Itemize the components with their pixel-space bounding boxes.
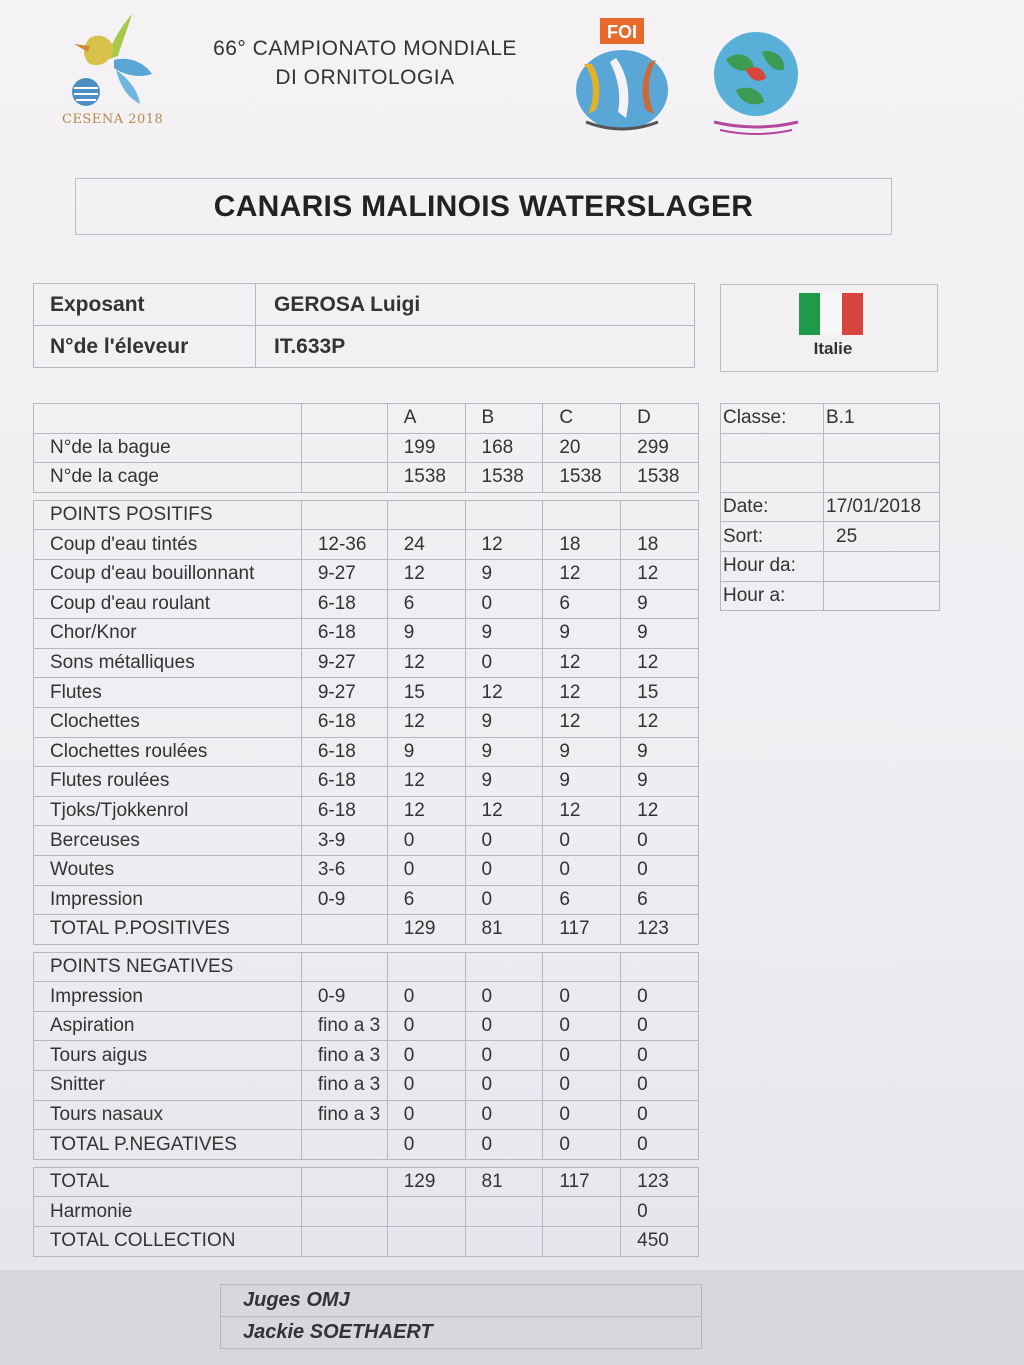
row-range: 6-18 bbox=[301, 796, 387, 826]
hour-a-row bbox=[721, 581, 940, 611]
row-value: 12 bbox=[621, 559, 699, 589]
blank-row bbox=[721, 463, 940, 493]
sort-row bbox=[721, 522, 940, 552]
column-header: A bbox=[387, 404, 465, 434]
blank-cell bbox=[543, 1197, 621, 1227]
svg-text:FOI: FOI bbox=[607, 22, 637, 42]
row-label: Coup d'eau tintés bbox=[34, 530, 302, 560]
row-value: 0 bbox=[621, 1071, 699, 1101]
hour-a-value bbox=[824, 581, 940, 611]
blank-cell bbox=[465, 1197, 543, 1227]
column-header: D bbox=[621, 404, 699, 434]
row-label: Flutes bbox=[34, 678, 302, 708]
classe-row bbox=[721, 404, 940, 434]
row-value: 12 bbox=[465, 678, 543, 708]
row-value: 12 bbox=[543, 648, 621, 678]
exposant-label: Exposant bbox=[34, 284, 256, 326]
championship-title bbox=[180, 34, 550, 92]
row-value: 15 bbox=[387, 678, 465, 708]
row-value: 9 bbox=[387, 737, 465, 767]
row-range: 6-18 bbox=[301, 589, 387, 619]
row-label: Impression bbox=[34, 885, 302, 915]
row-range: 6-18 bbox=[301, 707, 387, 737]
row-value: 299 bbox=[621, 433, 699, 463]
positive-criterion-row bbox=[34, 678, 699, 708]
column-header: C bbox=[543, 404, 621, 434]
row-value: 0 bbox=[621, 1130, 699, 1160]
row-value: 9 bbox=[465, 737, 543, 767]
row-value: 12 bbox=[387, 559, 465, 589]
positive-total-row bbox=[34, 915, 699, 945]
row-value: 1538 bbox=[621, 463, 699, 493]
row-value: 0 bbox=[621, 855, 699, 885]
eleveur-value: IT.633P bbox=[256, 326, 695, 368]
row-value: 0 bbox=[465, 855, 543, 885]
negative-heading-row bbox=[34, 952, 699, 982]
positive-criterion-row bbox=[34, 737, 699, 767]
row-range bbox=[301, 463, 387, 493]
row-value: 12 bbox=[465, 530, 543, 560]
row-value: 15 bbox=[621, 678, 699, 708]
eleveur-row bbox=[34, 326, 695, 368]
row-value: 9 bbox=[621, 589, 699, 619]
foi-emblem-icon bbox=[566, 14, 678, 134]
row-range: 0-9 bbox=[301, 982, 387, 1012]
row-range: 6-18 bbox=[301, 619, 387, 649]
row-value: 6 bbox=[621, 885, 699, 915]
title-line-1: 66° CAMPIONATO MONDIALE bbox=[213, 37, 517, 60]
total-collection-row bbox=[34, 1227, 699, 1257]
blank-cell bbox=[301, 1197, 387, 1227]
row-value: 123 bbox=[621, 1167, 699, 1197]
blank-cell bbox=[465, 1227, 543, 1257]
judge-name: Jackie SOETHAERT bbox=[221, 1317, 702, 1349]
negative-criterion-row bbox=[34, 982, 699, 1012]
row-range bbox=[301, 500, 387, 530]
row-value: 0 bbox=[543, 1100, 621, 1130]
classe-value: B.1 bbox=[824, 404, 940, 434]
row-value: 0 bbox=[621, 1041, 699, 1071]
row-value: 0 bbox=[465, 648, 543, 678]
row-value: 0 bbox=[621, 1100, 699, 1130]
row-range bbox=[301, 1130, 387, 1160]
row-value: 0 bbox=[543, 1011, 621, 1041]
row-value: 81 bbox=[465, 915, 543, 945]
session-info-table bbox=[720, 403, 940, 611]
section-gap bbox=[34, 944, 699, 952]
bague-row bbox=[34, 433, 699, 463]
row-label: Clochettes bbox=[34, 707, 302, 737]
positive-heading-row bbox=[34, 500, 699, 530]
row-value: 129 bbox=[387, 915, 465, 945]
row-label: Tours aigus bbox=[34, 1041, 302, 1071]
row-value: 6 bbox=[543, 589, 621, 619]
country-name: Italie bbox=[813, 339, 853, 358]
date-row bbox=[721, 492, 940, 522]
row-value: 12 bbox=[543, 559, 621, 589]
row-value: 9 bbox=[621, 767, 699, 797]
row-label: Woutes bbox=[34, 855, 302, 885]
row-value: 12 bbox=[621, 707, 699, 737]
row-value bbox=[621, 952, 699, 982]
row-value: 0 bbox=[465, 1071, 543, 1101]
row-value: 20 bbox=[543, 433, 621, 463]
country-box bbox=[720, 284, 938, 372]
negative-total-row bbox=[34, 1130, 699, 1160]
row-value: 9 bbox=[621, 737, 699, 767]
row-label: POINTS NEGATIVES bbox=[34, 952, 302, 982]
row-value: 12 bbox=[465, 796, 543, 826]
row-value: 9 bbox=[621, 619, 699, 649]
row-range: fino a 3 bbox=[301, 1071, 387, 1101]
row-value: 12 bbox=[387, 707, 465, 737]
row-value: 0 bbox=[387, 1130, 465, 1160]
row-value: 81 bbox=[465, 1167, 543, 1197]
negative-criterion-row bbox=[34, 1071, 699, 1101]
row-value: 0 bbox=[465, 885, 543, 915]
positive-criterion-row bbox=[34, 648, 699, 678]
row-label: Tours nasaux bbox=[34, 1100, 302, 1130]
row-value: 9 bbox=[465, 619, 543, 649]
row-value: 129 bbox=[387, 1167, 465, 1197]
row-label: Clochettes roulées bbox=[34, 737, 302, 767]
row-range: fino a 3 bbox=[301, 1011, 387, 1041]
logo-caption: CESENA 2018 bbox=[62, 112, 164, 127]
hour-a-label: Hour a: bbox=[721, 581, 824, 611]
total-collection-value: 450 bbox=[621, 1227, 699, 1257]
row-value: 0 bbox=[465, 826, 543, 856]
positive-criterion-row bbox=[34, 767, 699, 797]
row-value: 0 bbox=[543, 1071, 621, 1101]
harmonie-row bbox=[34, 1197, 699, 1227]
row-value: 0 bbox=[387, 1011, 465, 1041]
row-value: 0 bbox=[543, 855, 621, 885]
row-value: 0 bbox=[543, 1130, 621, 1160]
row-value bbox=[543, 952, 621, 982]
row-value: 9 bbox=[543, 619, 621, 649]
row-value: 0 bbox=[465, 1130, 543, 1160]
row-value: 0 bbox=[543, 982, 621, 1012]
title-line-2: DI ORNITOLOGIA bbox=[275, 66, 455, 89]
exposant-value: GEROSA Luigi bbox=[256, 284, 695, 326]
positive-criterion-row bbox=[34, 885, 699, 915]
row-value: 168 bbox=[465, 433, 543, 463]
row-value: 1538 bbox=[465, 463, 543, 493]
negative-criterion-row bbox=[34, 1011, 699, 1041]
row-label: N°de la bague bbox=[34, 433, 302, 463]
row-value: 9 bbox=[465, 767, 543, 797]
row-label: Sons métalliques bbox=[34, 648, 302, 678]
row-value: 0 bbox=[465, 1041, 543, 1071]
positive-criterion-row bbox=[34, 707, 699, 737]
row-value: 1538 bbox=[543, 463, 621, 493]
row-value: 0 bbox=[465, 982, 543, 1012]
exhibitor-table bbox=[33, 283, 695, 368]
row-value: 0 bbox=[465, 1100, 543, 1130]
row-range: fino a 3 bbox=[301, 1041, 387, 1071]
row-value: 0 bbox=[387, 855, 465, 885]
positive-criterion-row bbox=[34, 589, 699, 619]
row-range bbox=[301, 915, 387, 945]
positive-criterion-row bbox=[34, 855, 699, 885]
row-range: 0-9 bbox=[301, 885, 387, 915]
row-label: Snitter bbox=[34, 1071, 302, 1101]
positive-criterion-row bbox=[34, 619, 699, 649]
row-value: 12 bbox=[387, 796, 465, 826]
blank-cell bbox=[387, 1197, 465, 1227]
column-header: B bbox=[465, 404, 543, 434]
row-value bbox=[387, 500, 465, 530]
bird-logo-icon bbox=[60, 8, 160, 112]
row-value: 1538 bbox=[387, 463, 465, 493]
cage-row bbox=[34, 463, 699, 493]
row-label: TOTAL bbox=[34, 1167, 302, 1197]
row-label: Impression bbox=[34, 982, 302, 1012]
negative-criterion-row bbox=[34, 1100, 699, 1130]
blank-cell bbox=[301, 1227, 387, 1257]
section-gap bbox=[34, 492, 699, 500]
row-label: N°de la cage bbox=[34, 463, 302, 493]
negative-criterion-row bbox=[34, 1041, 699, 1071]
date-value: 17/01/2018 bbox=[824, 492, 940, 522]
row-range bbox=[301, 1167, 387, 1197]
row-label: Flutes roulées bbox=[34, 767, 302, 797]
row-value: 6 bbox=[543, 885, 621, 915]
scoring-table bbox=[33, 403, 699, 1257]
row-value bbox=[621, 500, 699, 530]
row-range: 12-36 bbox=[301, 530, 387, 560]
row-value: 0 bbox=[387, 1100, 465, 1130]
judges-table bbox=[220, 1284, 702, 1349]
judges-label-row bbox=[221, 1285, 702, 1317]
row-value: 123 bbox=[621, 915, 699, 945]
row-value: 0 bbox=[387, 1041, 465, 1071]
row-range: 6-18 bbox=[301, 737, 387, 767]
harmonie-label: Harmonie bbox=[34, 1197, 302, 1227]
row-value: 12 bbox=[543, 678, 621, 708]
row-range: 9-27 bbox=[301, 678, 387, 708]
row-value: 24 bbox=[387, 530, 465, 560]
hour-da-value bbox=[824, 551, 940, 581]
judge-name-row bbox=[221, 1317, 702, 1349]
row-value: 12 bbox=[621, 648, 699, 678]
row-value: 6 bbox=[387, 885, 465, 915]
row-label: POINTS POSITIFS bbox=[34, 500, 302, 530]
row-value: 0 bbox=[621, 1011, 699, 1041]
blank-cell bbox=[543, 1227, 621, 1257]
row-value: 12 bbox=[543, 796, 621, 826]
row-value: 0 bbox=[465, 1011, 543, 1041]
row-range: 6-18 bbox=[301, 767, 387, 797]
row-range bbox=[301, 952, 387, 982]
hour-da-label: Hour da: bbox=[721, 551, 824, 581]
positive-criterion-row bbox=[34, 796, 699, 826]
globe-comonornithologique-icon bbox=[706, 30, 808, 136]
row-value: 12 bbox=[543, 707, 621, 737]
row-label: Tjoks/Tjokkenrol bbox=[34, 796, 302, 826]
harmonie-value: 0 bbox=[621, 1197, 699, 1227]
row-value: 199 bbox=[387, 433, 465, 463]
row-label: Coup d'eau roulant bbox=[34, 589, 302, 619]
row-value: 18 bbox=[543, 530, 621, 560]
blank-row bbox=[721, 433, 940, 463]
row-value bbox=[387, 952, 465, 982]
row-value: 0 bbox=[387, 826, 465, 856]
positive-criterion-row bbox=[34, 826, 699, 856]
row-range: 9-27 bbox=[301, 559, 387, 589]
breed-title: CANARIS MALINOIS WATERSLAGER bbox=[75, 178, 892, 235]
row-value: 117 bbox=[543, 1167, 621, 1197]
row-label: TOTAL P.NEGATIVES bbox=[34, 1130, 302, 1160]
row-value: 9 bbox=[543, 737, 621, 767]
column-header-row bbox=[34, 404, 699, 434]
date-label: Date: bbox=[721, 492, 824, 522]
row-value: 0 bbox=[465, 589, 543, 619]
total-row bbox=[34, 1167, 699, 1197]
positive-criterion-row bbox=[34, 559, 699, 589]
row-range: 3-9 bbox=[301, 826, 387, 856]
blank-cell bbox=[34, 404, 302, 434]
row-range bbox=[301, 433, 387, 463]
sort-label: Sort: bbox=[721, 522, 824, 552]
row-value: 117 bbox=[543, 915, 621, 945]
row-value bbox=[543, 500, 621, 530]
total-collection-label: TOTAL COLLECTION bbox=[34, 1227, 302, 1257]
row-label: Chor/Knor bbox=[34, 619, 302, 649]
blank-cell bbox=[387, 1227, 465, 1257]
row-value: 0 bbox=[543, 1041, 621, 1071]
row-value: 9 bbox=[465, 559, 543, 589]
row-label: Aspiration bbox=[34, 1011, 302, 1041]
row-value: 0 bbox=[387, 1071, 465, 1101]
row-value: 12 bbox=[387, 767, 465, 797]
row-range: 3-6 bbox=[301, 855, 387, 885]
section-gap bbox=[34, 1159, 699, 1167]
row-value: 0 bbox=[621, 826, 699, 856]
row-value bbox=[465, 952, 543, 982]
hour-da-row bbox=[721, 551, 940, 581]
judges-label: Juges OMJ bbox=[221, 1285, 702, 1317]
row-value: 18 bbox=[621, 530, 699, 560]
row-value bbox=[465, 500, 543, 530]
classe-label: Classe: bbox=[721, 404, 824, 434]
row-value: 9 bbox=[465, 707, 543, 737]
positive-criterion-row bbox=[34, 530, 699, 560]
row-value: 9 bbox=[543, 767, 621, 797]
blank-cell bbox=[301, 404, 387, 434]
eleveur-label: N°de l'éleveur bbox=[34, 326, 256, 368]
row-value: 12 bbox=[621, 796, 699, 826]
row-label: TOTAL P.POSITIVES bbox=[34, 915, 302, 945]
exposant-row bbox=[34, 284, 695, 326]
row-range: fino a 3 bbox=[301, 1100, 387, 1130]
sort-value: 25 bbox=[824, 522, 940, 552]
italy-flag-icon bbox=[799, 293, 863, 335]
row-value: 0 bbox=[387, 982, 465, 1012]
row-value: 0 bbox=[543, 826, 621, 856]
row-value: 0 bbox=[621, 982, 699, 1012]
row-value: 6 bbox=[387, 589, 465, 619]
row-label: Coup d'eau bouillonnant bbox=[34, 559, 302, 589]
row-range: 9-27 bbox=[301, 648, 387, 678]
row-value: 12 bbox=[387, 648, 465, 678]
row-label: Berceuses bbox=[34, 826, 302, 856]
row-value: 9 bbox=[387, 619, 465, 649]
